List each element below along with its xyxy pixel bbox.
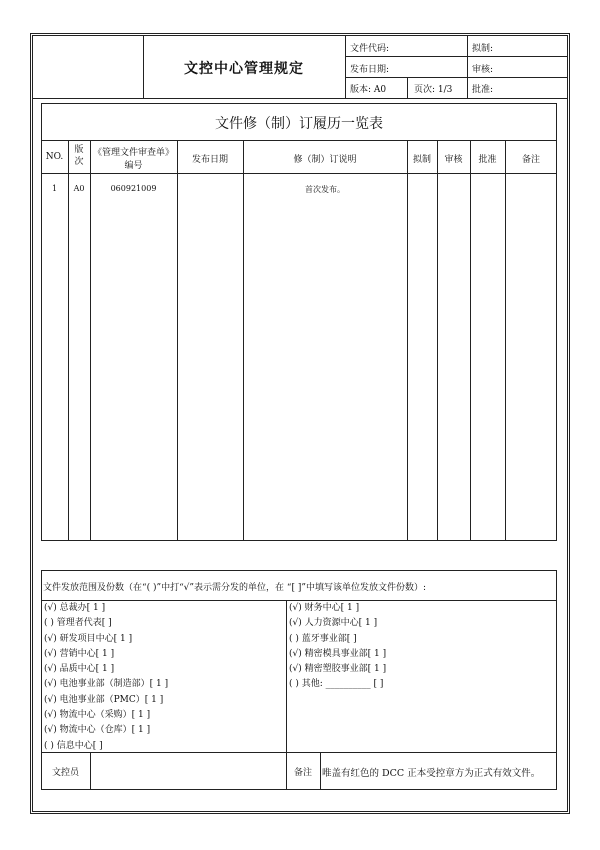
list-item: (√) 物流中心（采购）[ 1 ] (44, 710, 151, 721)
distribution-instruction: 文件发放范围及份数（在“( )”中打“√”表示需分发的单位，在 “[ ]”中填写该单位发放文件份数）: (43, 583, 427, 593)
col-desc: 修（制）订说明 (293, 155, 357, 165)
col-drafted: 拟制 (412, 155, 431, 165)
col-version: 版次 (74, 145, 84, 167)
distribution-right-list (289, 601, 386, 693)
row-desc: 首次发布。 (305, 185, 345, 194)
col-form-no: 编号 (124, 161, 143, 171)
list-item: (√) 研发项目中心[ 1 ] (44, 633, 133, 644)
approved-label: 批准: (472, 85, 494, 95)
distribution-left-list (44, 601, 168, 754)
list-item: (√) 精密塑胶事业部[ 1 ] (289, 664, 387, 675)
remark-label: 备注 (293, 768, 312, 778)
document-title: 文控中心管理规定 (184, 61, 304, 77)
version-label: 版本: A0 (350, 85, 387, 95)
list-item: (√) 营销中心[ 1 ] (44, 648, 115, 659)
col-reviewed: 审核 (444, 155, 463, 165)
history-title: 文件修（制）订履历一览表 (215, 116, 383, 132)
row-form-no: 060921009 (110, 184, 157, 193)
row-version: A0 (73, 184, 85, 193)
issue-date-label: 发布日期: (350, 65, 390, 75)
drafted-label: 拟制: (472, 44, 494, 54)
list-item: (√) 物流中心（仓库）[ 1 ] (44, 725, 151, 736)
list-item: (√) 电池事业部（PMC）[ 1 ] (44, 694, 164, 705)
list-item: ( ) 管理者代表[ ] (44, 618, 112, 629)
col-form: 《管理文件审查单》 (92, 148, 174, 158)
row-no: 1 (51, 184, 58, 193)
remark-text: 唯盖有红色的 DCC 正本受控章方为正式有效文件。 (322, 768, 541, 779)
list-item: ( ) 蓝牙事业部[ ] (289, 633, 357, 644)
col-no: NO. (45, 152, 64, 162)
controller-label: 文控员 (51, 768, 79, 778)
list-item: (√) 总裁办[ 1 ] (44, 603, 106, 613)
list-item: (√) 精密模具事业部[ 1 ] (289, 648, 387, 659)
page-label: 页次: 1/3 (414, 85, 453, 95)
doc-code-label: 文件代码: (350, 44, 390, 54)
list-item: (√) 财务中心[ 1 ] (289, 603, 360, 613)
list-item: (√) 人力资源中心[ 1 ] (289, 618, 378, 629)
list-item: ( ) 其他: __________ [ ] (289, 679, 384, 690)
col-approved: 批准 (478, 155, 497, 165)
list-item: ( ) 信息中心[ ] (44, 740, 103, 751)
list-item: (√) 电池事业部（制造部）[ 1 ] (44, 679, 169, 690)
list-item: (√) 品质中心[ 1 ] (44, 664, 115, 675)
col-date: 发布日期 (191, 155, 228, 165)
reviewed-label: 审核: (472, 65, 494, 75)
col-remark: 备注 (521, 155, 540, 165)
